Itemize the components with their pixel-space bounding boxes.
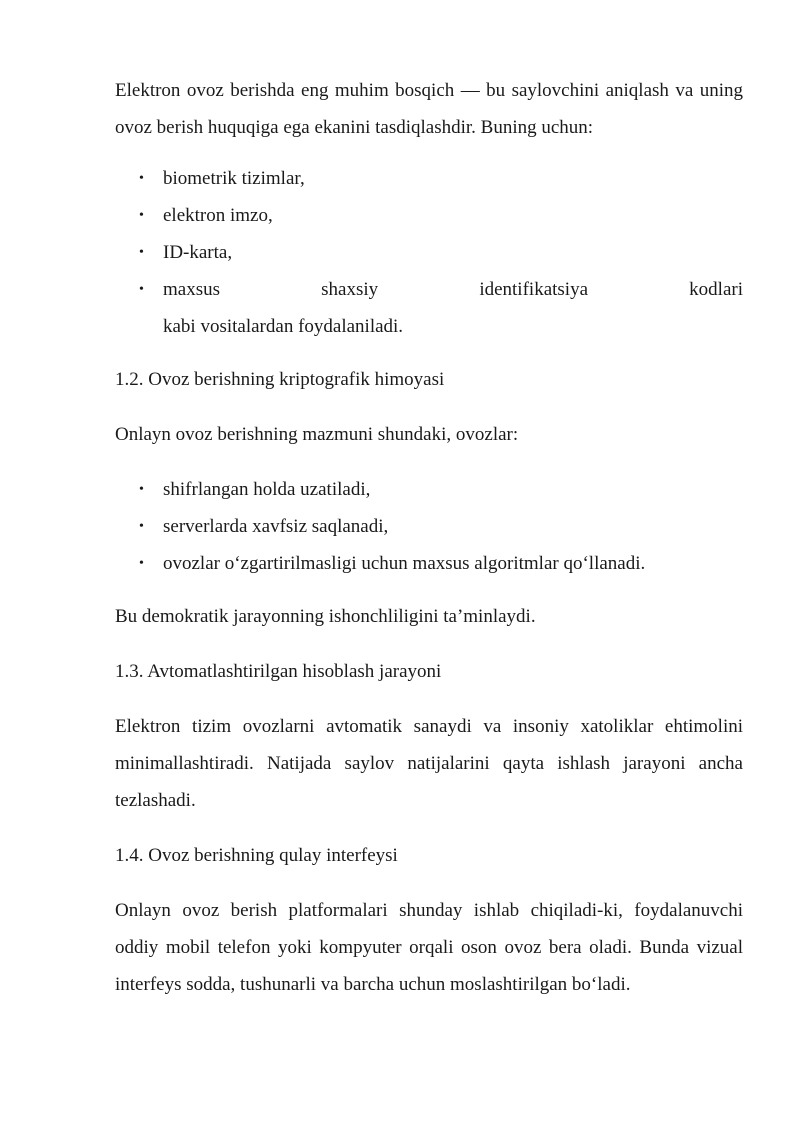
word: kodlari <box>689 279 743 300</box>
list-item <box>115 271 743 345</box>
bullet-icon: • <box>139 482 144 497</box>
bullet-icon: • <box>139 171 144 186</box>
identification-methods-list <box>115 160 743 345</box>
list-item <box>115 197 743 234</box>
section-1-2-lead: Onlayn ovoz berishning mazmuni shundaki, ovozlar: <box>115 424 519 445</box>
list-item-second-line: kabi vositalardan foydalaniladi. <box>163 316 404 337</box>
intro-paragraph: Elektron ovoz berishda eng muhim bosqich — bu saylovchini aniqlash va uning ovoz berish huquqiga ega ekanini tasdiqlashdir. Buning uchun: <box>115 80 743 138</box>
list-item <box>115 471 743 508</box>
section-1-3-body: Elektron tizim ovozlarni avtomatik sanaydi va insoniy xatoliklar ehtimolini minimallashtiradi. Natijada saylov natijalarini qayta ishlash jarayoni ancha tezlashadi. <box>115 716 743 811</box>
word: maxsus <box>163 279 220 300</box>
list-item-text: serverlarda xavfsiz saqlanadi, <box>163 516 389 537</box>
list-item <box>115 234 743 271</box>
bullet-icon: • <box>139 282 144 297</box>
word: shaxsiy <box>321 279 379 300</box>
list-item-text: shifrlangan holda uzatiladi, <box>163 479 371 500</box>
bullet-icon: • <box>139 519 144 534</box>
list-item-text: biometrik tizimlar, <box>163 168 305 189</box>
encryption-list <box>115 471 743 582</box>
list-item <box>115 545 743 582</box>
bullet-icon: • <box>139 208 144 223</box>
list-item <box>115 508 743 545</box>
section-heading-1-2: 1.2. Ovoz berishning kriptografik himoyasi <box>115 369 445 390</box>
list-item-text: ovozlar oʻzgartirilmasligi uchun maxsus algoritmlar qoʻllanadi. <box>163 553 646 574</box>
section-heading-1-4: 1.4. Ovoz berishning qulay interfeysi <box>115 845 398 866</box>
bullet-icon: • <box>139 245 144 260</box>
list-item-text: ID-karta, <box>163 242 233 263</box>
section-1-4-body: Onlayn ovoz berish platformalari shunday ishlab chiqiladi-ki, foydalanuvchi oddiy mobil telefon yoki kompyuter orqali oson ovoz bera oladi. Bunda vizual interfeys sodda, tushunarli va barcha uchun moslashtirilgan boʻladi. <box>115 900 743 995</box>
bullet-icon: • <box>139 556 144 571</box>
word: identifikatsiya <box>479 279 589 300</box>
section-heading-1-3: 1.3. Avtomatlashtirilgan hisoblash jarayoni <box>115 661 442 682</box>
section-1-2-conclusion: Bu demokratik jarayonning ishonchliligini taʼminlaydi. <box>115 606 536 627</box>
list-item <box>115 160 743 197</box>
list-item-text: elektron imzo, <box>163 205 273 226</box>
list-item-first-line <box>163 271 743 308</box>
document-page <box>115 72 743 1021</box>
